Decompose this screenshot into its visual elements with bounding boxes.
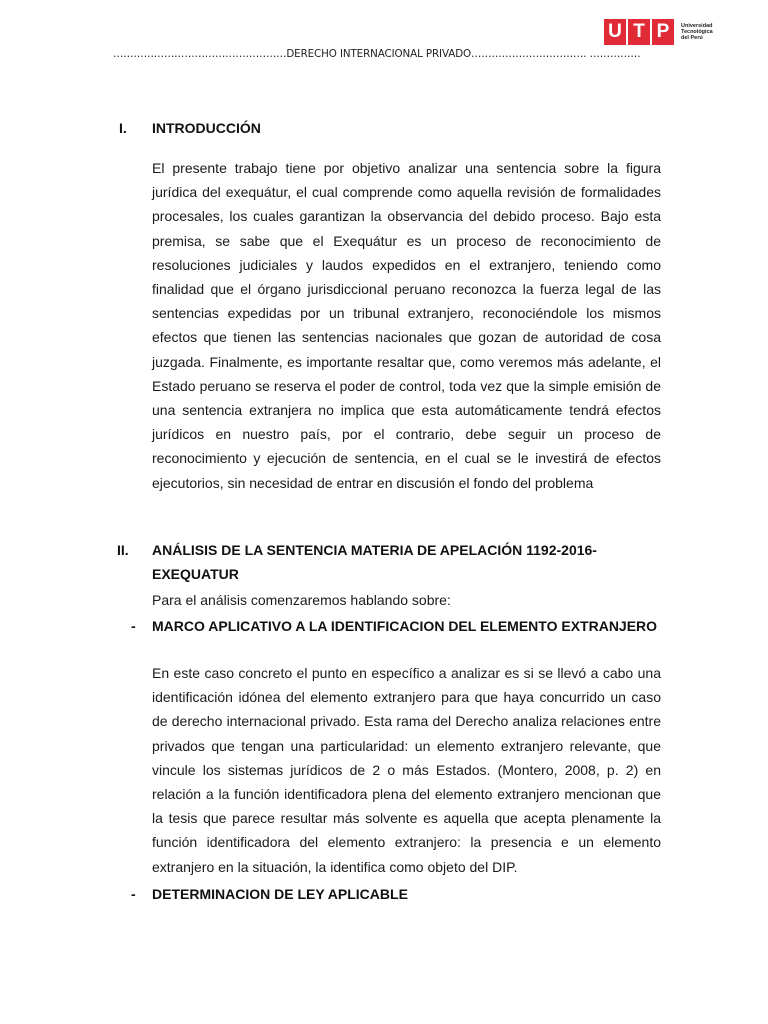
- bullet-marker: -: [131, 618, 136, 634]
- section-title-line: EXEQUATUR: [152, 566, 239, 582]
- section-title: INTRODUCCIÓN: [152, 120, 261, 136]
- section-number: I.: [119, 120, 127, 136]
- logo-letters: [604, 19, 676, 45]
- utp-logo: [604, 19, 721, 45]
- logo-letter-t: T: [628, 19, 650, 45]
- section-title-line: ANÁLISIS DE LA SENTENCIA MATERIA DE APELACIÓN 1192-2016-: [152, 542, 597, 558]
- logo-letter-u: U: [604, 19, 626, 45]
- logo-text: [681, 23, 721, 42]
- section-title: [152, 538, 632, 586]
- logo-text-line: Tecnológica: [681, 28, 713, 35]
- bullet-marker: -: [131, 886, 136, 902]
- running-header: ……………………………………………DERECHO INTERNACIONAL PRIVADO……………………………. ……………: [113, 48, 641, 60]
- section-number: II.: [117, 542, 129, 558]
- subsection-title: MARCO APLICATIVO A LA IDENTIFICACION DEL ELEMENTO EXTRANJERO: [152, 618, 658, 634]
- logo-text-line: del Perú: [681, 35, 703, 42]
- body-paragraph: En este caso concreto el punto en específico a analizar es si se llevó a cabo una identificación idónea del elemento extranjero para que haya concurrido un caso de derecho internacional privado. Esta rama del Derecho analiza relaciones entre privados que tengan una particularidad: un elemento extranjero relevante, que vincule los sistemas jurídicos de 2 o más Estados. (Montero, 2008, p. 2) en relación a la función identificadora plena del elemento extranjero mencionan que la tesis que parece resultar más solvente es aquella que acepta plenamente la función identificadora del elemento extranjero: la presencia e un elemento extranjero en la situación, la identifica como objeto del DIP.: [152, 665, 661, 875]
- subsection-title: DETERMINACION DE LEY APLICABLE: [152, 886, 408, 902]
- intro-paragraph: El presente trabajo tiene por objetivo analizar una sentencia sobre la figura jurídica del exequátur, el cual comprende como aquella revisión de formalidades procesales, los cuales garantizan la observancia del debido proceso. Bajo esta premisa, se sabe que el Exequátur es un proceso de reconocimiento de resoluciones judiciales y laudos expedidos en el extranjero, teniendo como finalidad que el órgano jurisdiccional peruano reconozca la fuerza legal de las sentencias expedidas por un tribunal extranjero, reconociéndole los mismos efectos que tienen las sentencias nacionales que gozan de autoridad de cosa juzgada. Finalmente, es importante resaltar que, como veremos más adelante, el Estado peruano se reserva el poder de control, toda vez que la simple emisión de una sentencia extranjera no implica que esta automáticamente tendrá efectos jurídicos en nuestro país, por el contrario, debe seguir un proceso de reconocimiento y ejecución de sentencia, en el cual se le investirá de efectos ejecutorios, sin necesidad de entrar en discusión el fondo del problema: [152, 160, 661, 491]
- section-intro: Para el análisis comenzaremos hablando sobre:: [152, 592, 451, 608]
- logo-text-line: Universidad: [681, 22, 713, 29]
- logo-letter-p: P: [652, 19, 674, 45]
